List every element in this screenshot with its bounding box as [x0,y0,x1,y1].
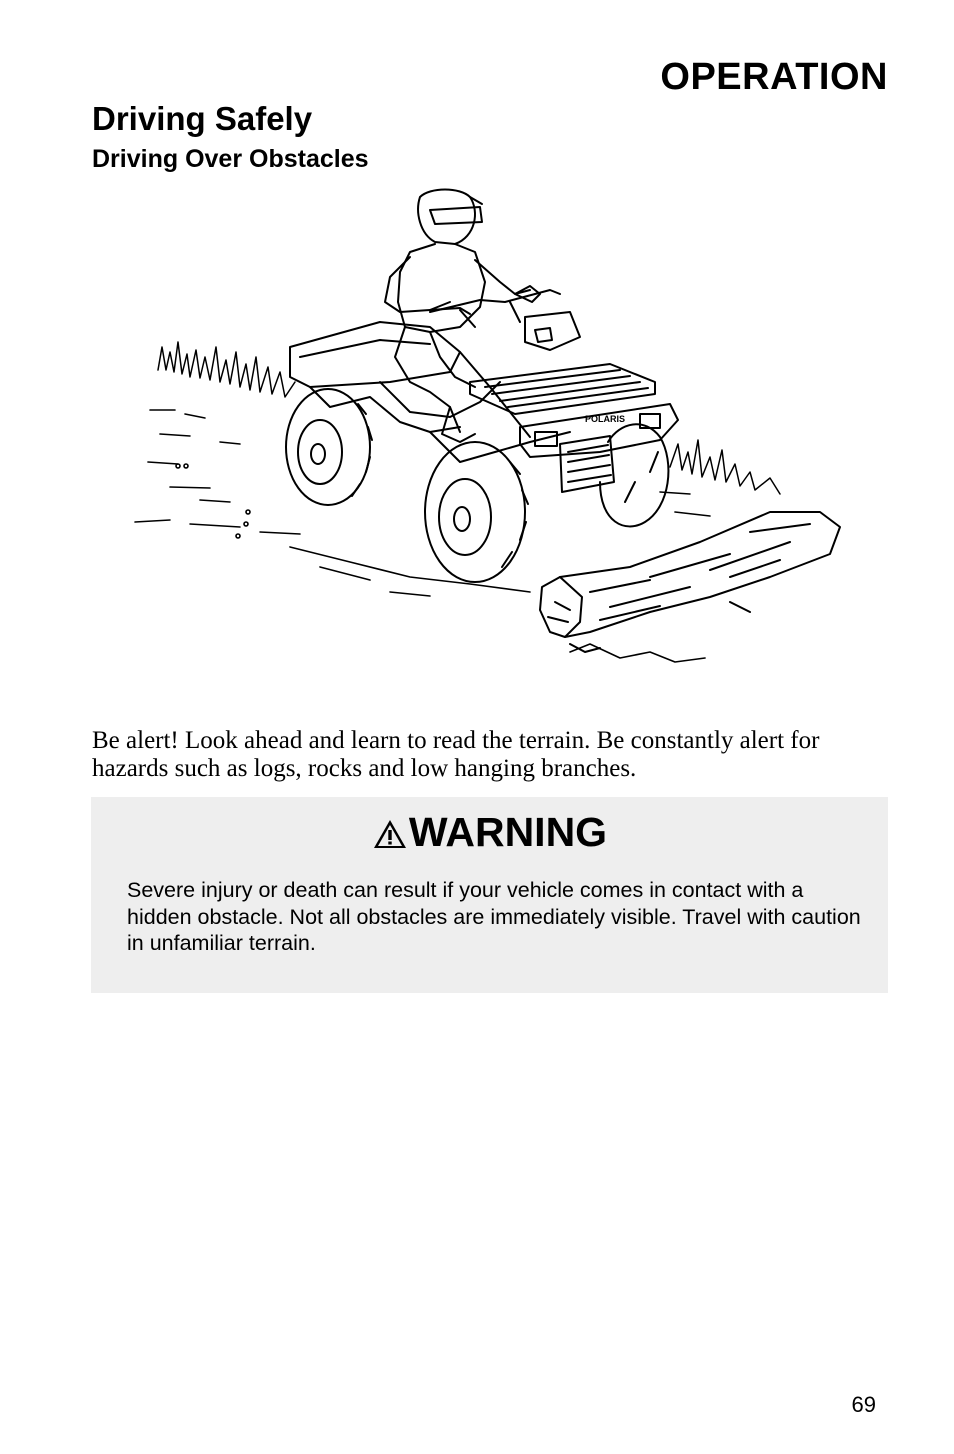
log [540,512,840,652]
grass-right [670,440,780,494]
atv-rider-illustration [130,182,850,672]
warning-text: Severe injury or death can result if your vehicle comes in contact with a hidden obstacle. Not all obstacles are immediately visible. Travel with caution in unfamiliar terrain. [127,878,861,955]
warning-triangle-icon [372,818,408,850]
warning-box [91,797,888,993]
page-number: 69 [851,1392,876,1417]
page-subtitle: Driving Over Obstacles [92,145,369,173]
section-header: OPERATION [660,56,888,98]
front-wheel [425,442,528,582]
atv-body [290,290,678,492]
brand-badge: POLARIS [585,414,626,424]
page-title: Driving Safely [92,100,313,137]
grass-left [158,342,295,397]
warning-heading [91,809,888,856]
body-paragraph: Be alert! Look ahead and learn to read the terrain. Be constantly alert for hazards such as logs, rocks and low hanging branches. [92,727,820,782]
warning-title: WARNING [408,809,608,855]
